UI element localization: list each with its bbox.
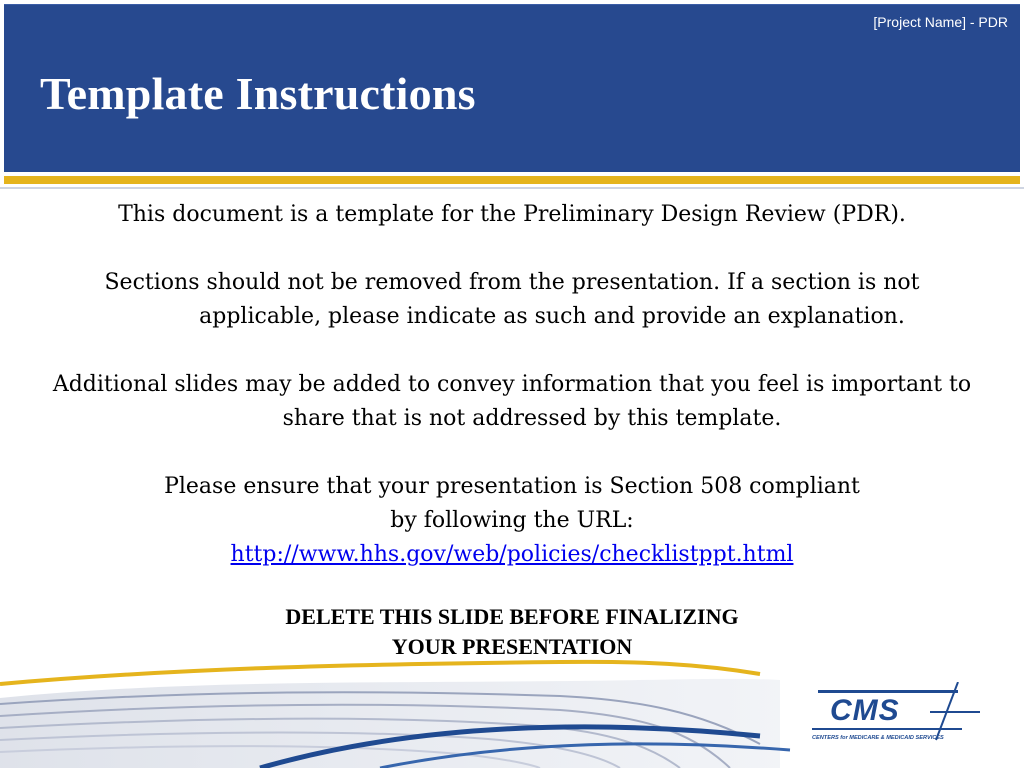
sections-text-line2: applicable, please indicate as such and provide an explanation.	[199, 304, 905, 329]
checklist-link[interactable]: http://www.hhs.gov/web/policies/checklistppt.html	[230, 542, 794, 567]
instructions-body	[8, 198, 1016, 662]
section508-line1: Please ensure that your presentation is Section 508 compliant	[164, 474, 860, 499]
section508-line2: by following the URL:	[390, 508, 634, 533]
delete-warning-line1: DELETE THIS SLIDE BEFORE FINALIZING	[285, 604, 739, 629]
intro-text: This document is a template for the Preliminary Design Review (PDR).	[118, 202, 906, 227]
additional-slides-line1: Additional slides may be added to convey information that you feel is important to	[52, 372, 972, 397]
cms-logo-text: CMS	[830, 694, 900, 727]
title-banner	[4, 4, 1020, 172]
additional-slides-line2: share that is not addressed by this template.	[282, 406, 782, 431]
delete-warning-line2: YOUR PRESENTATION	[391, 634, 633, 659]
gold-accent-bar	[4, 176, 1020, 184]
slide-title: Template Instructions	[40, 68, 476, 119]
sections-text-line1: Sections should not be removed from the presentation. If a section is not	[104, 270, 920, 295]
cms-logo-subtitle: CENTERS for MEDICARE & MEDICAID SERVICES	[812, 735, 944, 741]
project-tag: [Project Name] - PDR	[873, 14, 1008, 30]
divider-line	[0, 187, 1024, 189]
cms-logo	[812, 682, 982, 742]
